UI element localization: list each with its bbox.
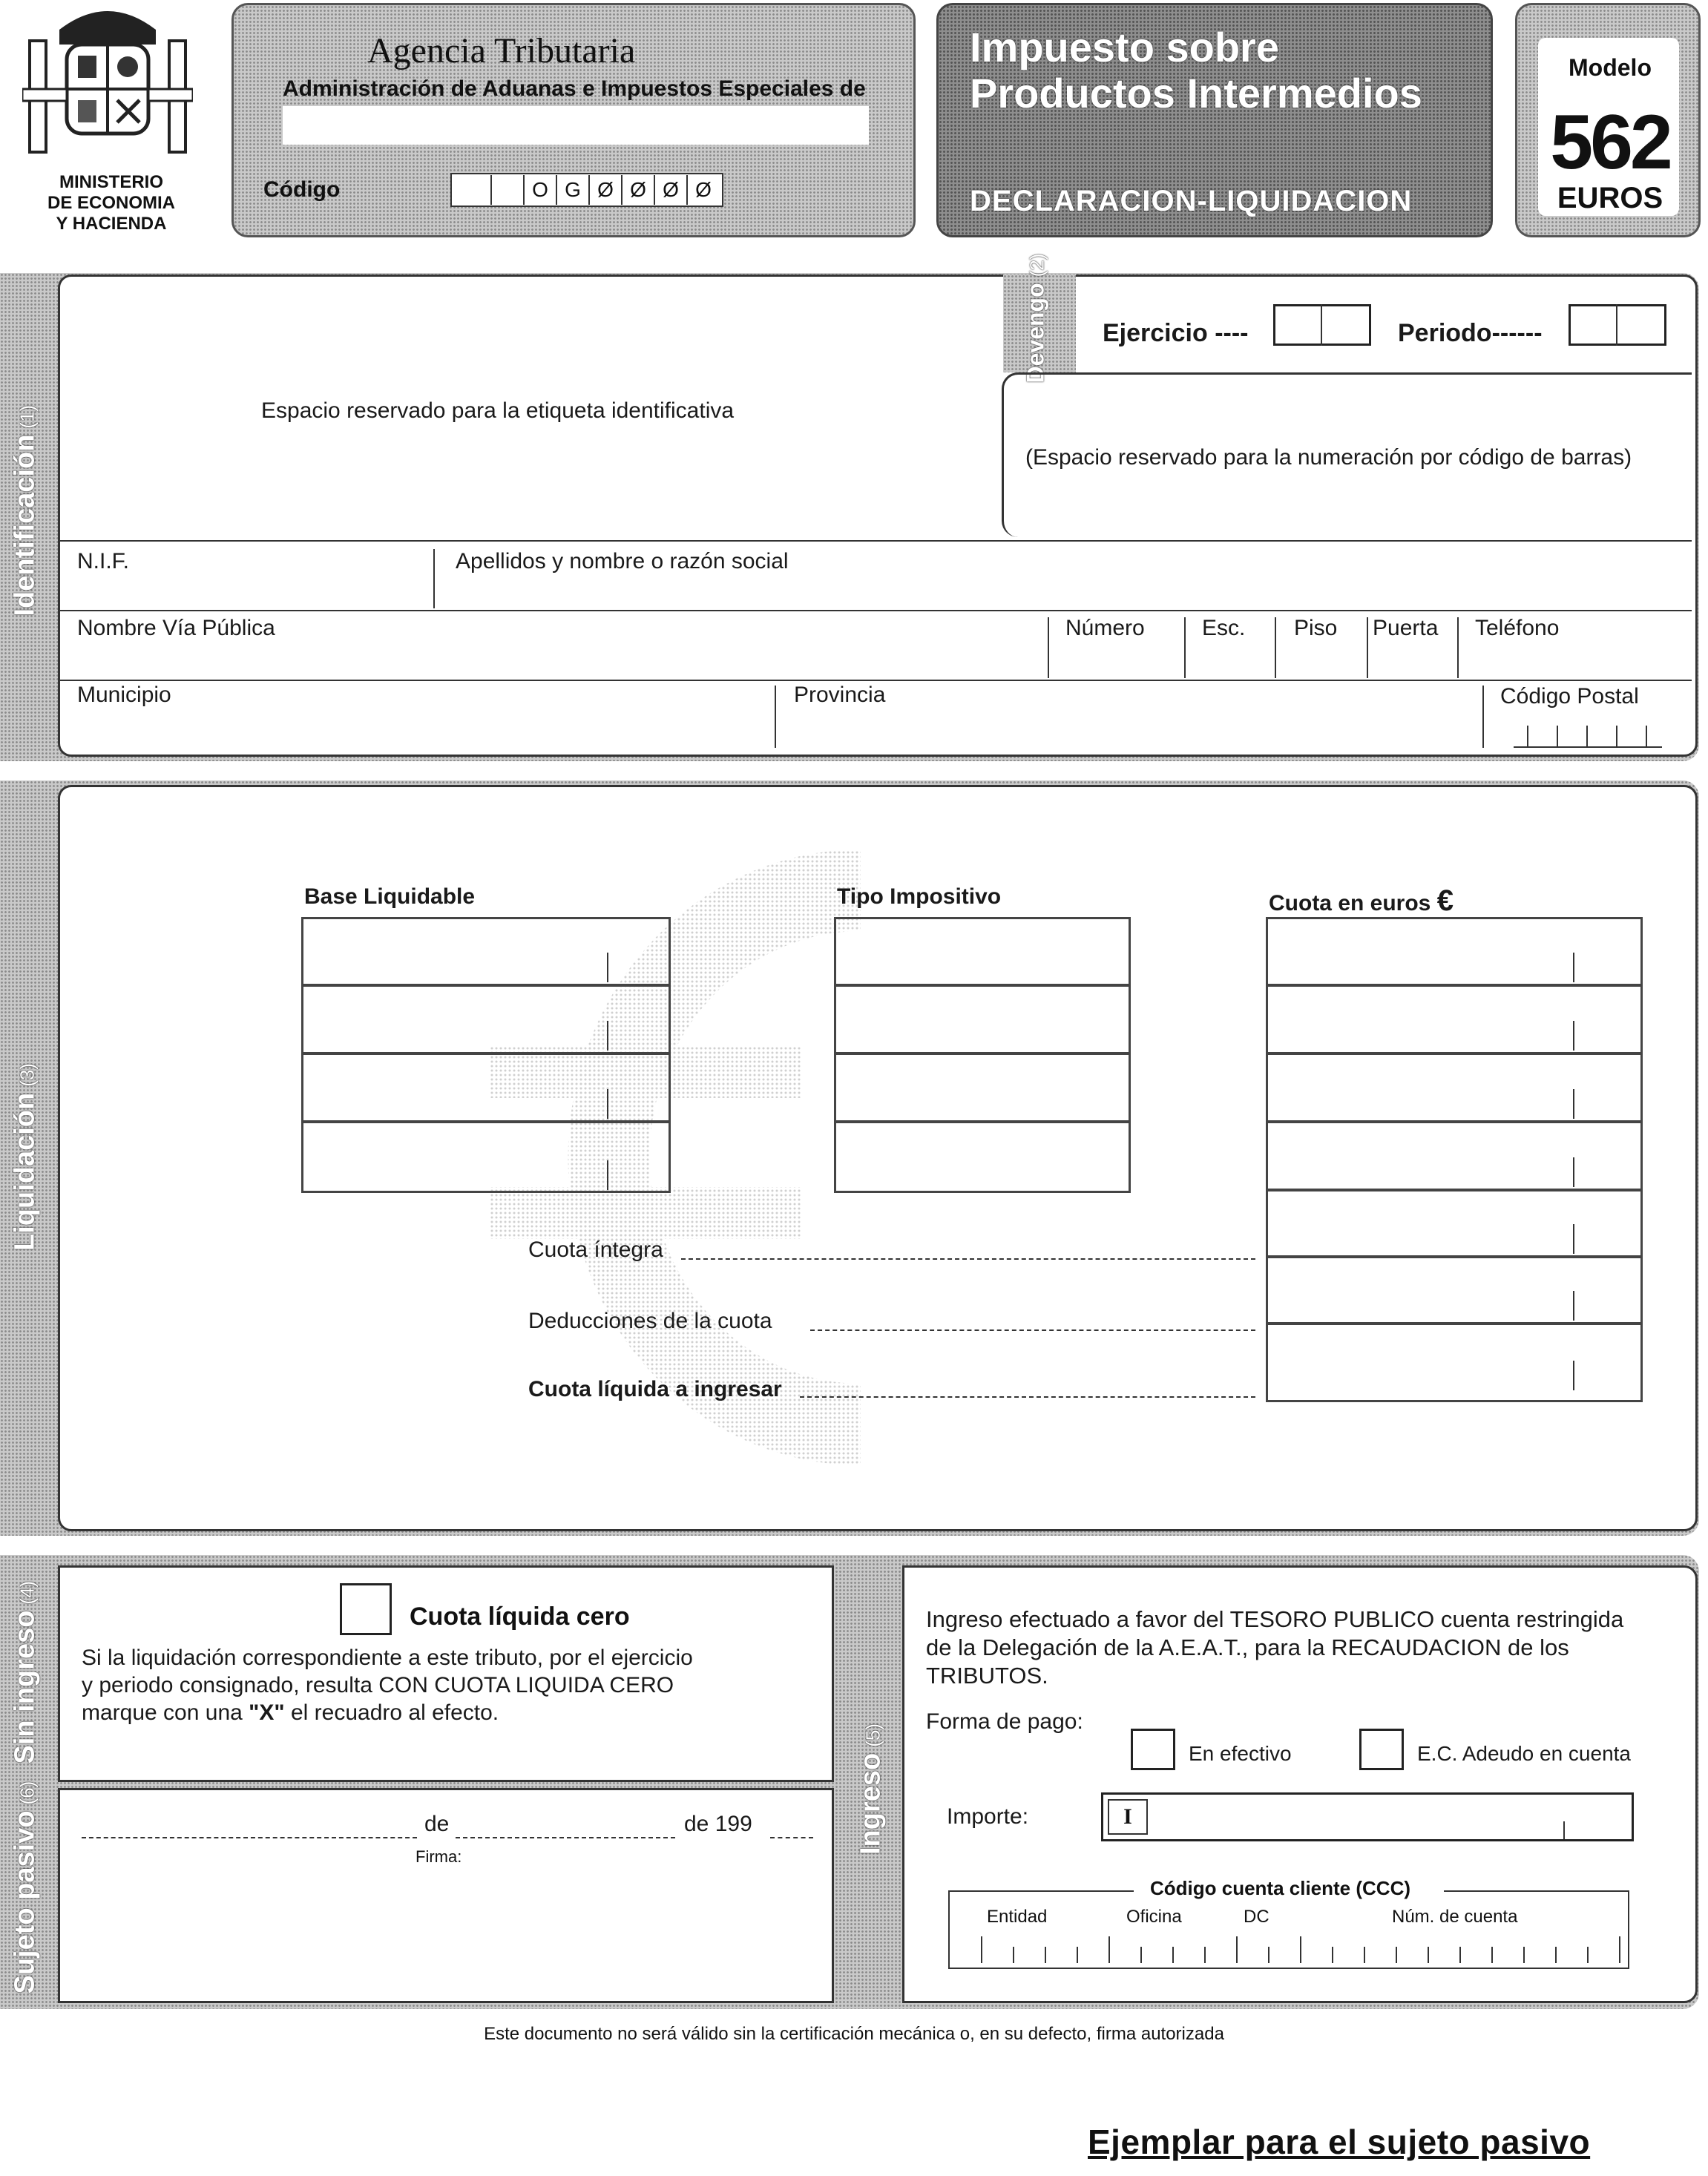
label-space-text: Espacio reservado para la etiqueta identificativa xyxy=(261,398,735,423)
codigo-cell[interactable]: Ø xyxy=(686,175,719,205)
codigo-cell[interactable]: Ø xyxy=(654,175,686,205)
cuota-cero-checkbox[interactable] xyxy=(340,1583,392,1635)
cuota-cell[interactable] xyxy=(1267,987,1641,1052)
cuota-cell[interactable] xyxy=(1267,1324,1641,1401)
modelo-number: 562 xyxy=(1550,99,1670,185)
agency-subtitle: Administración de Aduanas e Impuestos Especiales de xyxy=(283,76,866,101)
cuota-cell[interactable] xyxy=(1267,1123,1641,1189)
copy-label: Ejemplar para el sujeto pasivo xyxy=(1088,2123,1591,2161)
entidad-label: Entidad xyxy=(987,1907,1048,1927)
efectivo-checkbox[interactable] xyxy=(1131,1729,1175,1770)
sin-ingreso-text: Si la liquidación correspondiente a este tributo, por el ejercicio y periodo consignado, resulta CON CUOTA LIQUIDA CERO marque con una "X" el recuadro al efecto. xyxy=(82,1646,693,1725)
base-cell[interactable] xyxy=(303,1055,669,1120)
importe-field[interactable] xyxy=(1101,1792,1634,1841)
numero-label: Número xyxy=(1065,616,1145,640)
validity-note: Este documento no será válido sin la certificación mecánica o, en su defecto, firma autorizada xyxy=(484,2024,1224,2044)
base-cell[interactable] xyxy=(303,987,669,1052)
administration-field[interactable] xyxy=(283,106,869,145)
ccc-digits-field[interactable] xyxy=(981,1936,1619,1963)
ministry-line: DE ECONOMIA xyxy=(47,193,175,213)
ministry-name xyxy=(22,172,200,234)
identificacion-side-label: Identificación(1) xyxy=(9,404,41,617)
modelo-label: Modelo xyxy=(1569,54,1652,81)
apellidos-field[interactable] xyxy=(438,577,1692,607)
municipio-label: Municipio xyxy=(77,683,171,707)
base-cell[interactable] xyxy=(303,1123,669,1191)
base-cell[interactable] xyxy=(303,918,669,984)
tipo-cell[interactable] xyxy=(835,1055,1129,1120)
modelo-box xyxy=(1515,3,1701,237)
periodo-field[interactable] xyxy=(1569,304,1666,346)
tax-title-line: Impuesto sobre xyxy=(970,24,1279,70)
forma-pago-label: Forma de pago: xyxy=(926,1709,1083,1734)
codigo-label: Código xyxy=(263,177,341,202)
sujeto-pasivo-side-label: Sujeto pasivo(6) xyxy=(9,1781,41,1994)
codigo-cell[interactable]: Ø xyxy=(621,175,654,205)
codigo-cell[interactable]: G xyxy=(556,175,588,205)
via-field[interactable] xyxy=(59,642,1046,675)
telefono-label: Teléfono xyxy=(1475,616,1560,640)
cuota-liquida-label: Cuota líquida a ingresar xyxy=(528,1377,782,1401)
signature-area[interactable] xyxy=(82,1870,816,1988)
sin-ingreso-side-label: Sin ingreso(4) xyxy=(9,1580,41,1764)
efectivo-label: En efectivo xyxy=(1189,1742,1292,1765)
agency-title: Agencia Tributaria xyxy=(367,31,636,70)
nif-field[interactable] xyxy=(59,577,432,607)
ministry-line: Y HACIENDA xyxy=(56,214,167,234)
dc-label: DC xyxy=(1244,1907,1269,1927)
date-place-field[interactable] xyxy=(82,1803,816,1840)
base-header: Base Liquidable xyxy=(304,884,476,909)
tax-title-line: Productos Intermedios xyxy=(970,70,1422,116)
tipo-header: Tipo Impositivo xyxy=(837,884,1002,909)
ministry-line: MINISTERIO xyxy=(59,172,163,192)
importe-prefix: I xyxy=(1108,1799,1148,1835)
euro-icon: € xyxy=(1436,884,1454,917)
cp-field[interactable] xyxy=(1514,714,1662,748)
devengo-label: Devengo(2) xyxy=(1022,253,1049,384)
puerta-label: Puerta xyxy=(1373,616,1439,640)
deducciones-label: Deducciones de la cuota xyxy=(528,1309,772,1333)
via-label: Nombre Vía Pública xyxy=(77,616,275,640)
ingreso-side-label: Ingreso(5) xyxy=(855,1723,887,1855)
periodo-label: Periodo------ xyxy=(1398,319,1543,347)
ccc-title: Código cuenta cliente (CCC) xyxy=(1150,1877,1411,1899)
ingreso-text: Ingreso efectuado a favor del TESORO PUBLICO cuenta restringida de la Delegación de la A.E.A.T., para la RECAUDACION de los TRIBUTOS. xyxy=(926,1606,1624,1689)
de-199-label: de 199 xyxy=(684,1812,752,1836)
firma-label: Firma: xyxy=(415,1847,462,1866)
apellidos-label: Apellidos y nombre o razón social xyxy=(456,549,789,573)
adeudo-label: E.C. Adeudo en cuenta xyxy=(1417,1742,1631,1765)
codigo-field[interactable] xyxy=(450,173,723,207)
cuota-cell[interactable] xyxy=(1267,1055,1641,1120)
codigo-cell[interactable]: Ø xyxy=(588,175,621,205)
nif-label: N.I.F. xyxy=(77,549,130,573)
cp-label: Código Postal xyxy=(1500,684,1639,709)
declaration-type: DECLARACION-LIQUIDACION xyxy=(970,185,1413,217)
ejercicio-field[interactable] xyxy=(1273,304,1371,346)
currency-label: EUROS xyxy=(1557,182,1663,214)
barcode-space-text: (Espacio reservado para la numeración por código de barras) xyxy=(1025,445,1632,470)
tipo-cell[interactable] xyxy=(835,1123,1129,1191)
codigo-cell[interactable] xyxy=(490,175,523,205)
coat-of-arms xyxy=(22,0,193,160)
tax-title-box xyxy=(936,3,1493,237)
esc-label: Esc. xyxy=(1202,616,1246,640)
cuota-cell[interactable] xyxy=(1267,1190,1641,1255)
municipio-field[interactable] xyxy=(59,712,772,745)
adeudo-checkbox[interactable] xyxy=(1359,1729,1404,1770)
codigo-cell[interactable] xyxy=(458,175,490,205)
cuota-cell[interactable] xyxy=(1267,918,1641,984)
tipo-cell[interactable] xyxy=(835,918,1129,984)
liquidacion-side-label: Liquidación(3) xyxy=(9,1063,41,1251)
cuota-cell[interactable] xyxy=(1267,1257,1641,1322)
oficina-label: Oficina xyxy=(1126,1907,1182,1927)
codigo-cell[interactable]: O xyxy=(523,175,556,205)
ejercicio-label: Ejercicio ---- xyxy=(1103,319,1249,347)
cuota-cero-title: Cuota líquida cero xyxy=(410,1603,630,1631)
cuota-integra-label: Cuota íntegra xyxy=(528,1237,663,1262)
importe-label: Importe: xyxy=(947,1804,1029,1829)
cuota-header: Cuota en euros € xyxy=(1269,884,1454,917)
de-label: de xyxy=(424,1812,450,1836)
provincia-field[interactable] xyxy=(779,712,1477,745)
agency-box xyxy=(231,3,916,237)
num-cuenta-label: Núm. de cuenta xyxy=(1392,1907,1518,1927)
piso-label: Piso xyxy=(1294,616,1338,640)
provincia-label: Provincia xyxy=(794,683,886,707)
tipo-cell[interactable] xyxy=(835,987,1129,1052)
